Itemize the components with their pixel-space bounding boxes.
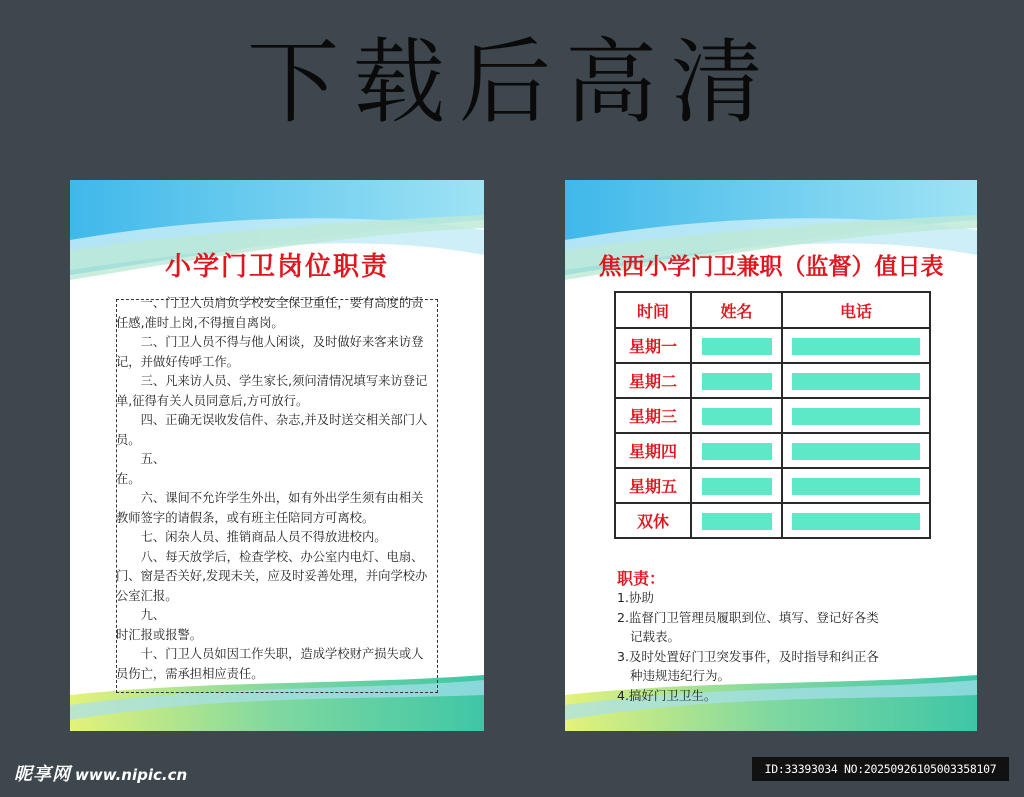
table-row	[615, 503, 930, 538]
name-cell	[691, 503, 782, 538]
rule-item: 三、凡来访人员、学生家长,须问清情况填写来访登记单,征得有关人员同意后,方可放行。	[116, 374, 428, 408]
redacted-phone	[792, 513, 920, 530]
download-hd-title: 下载后高清	[246, 29, 777, 136]
list-item: 种违规违纪行为。	[630, 668, 731, 683]
responsibilities-heading: 职责：	[617, 569, 666, 588]
redacted-name	[702, 513, 772, 530]
day-cell: 星期一	[615, 328, 691, 363]
rule-item: 六、课间不允许学生外出，如有外出学生须有由相关教师签字的请假条，或有班主任陪同方可离校。	[116, 491, 424, 525]
redacted-name	[702, 408, 772, 425]
duty-roster-right	[565, 180, 977, 731]
rule-item: 十、门卫人员如因工作失职，造成学校财产损失或人员伤亡，需承担相应责任。	[116, 647, 424, 681]
poster-title: 小学门卫岗位职责	[164, 252, 389, 282]
list-item: 3.及时处置好门卫突发事件，及时指导和纠正各	[617, 648, 879, 664]
phone-cell	[782, 328, 930, 363]
name-cell	[691, 433, 782, 468]
image-id-bar: ID:33393034 NO:20250926105003358107	[752, 757, 1009, 781]
rule-item: 八、每天放学后，检查学校、办公室内电灯、电扇、门、窗是否关好,发现未关，应及时妥善处理，并向学校办公室汇报。	[116, 549, 428, 603]
name-cell	[691, 468, 782, 503]
col-header-phone: 电话	[782, 292, 930, 328]
logo-url: www.nipic.cn	[75, 766, 188, 784]
rule-item: 九、	[140, 608, 166, 622]
day-cell: 星期三	[615, 398, 691, 433]
rule-item: 二、门卫人员不得与他人闲谈，及时做好来客来访登记，并做好传呼工作。	[116, 335, 424, 369]
rules-list	[116, 294, 434, 684]
redacted-name	[702, 478, 772, 495]
phone-cell	[782, 468, 930, 503]
day-cell: 星期四	[615, 433, 691, 468]
phone-cell	[782, 363, 930, 398]
name-cell	[691, 363, 782, 398]
col-header-name: 姓名	[691, 292, 782, 328]
rule-item: 四、正确无误收发信件、杂志,并及时送交相关部门人员。	[116, 413, 428, 447]
redacted-phone	[792, 443, 920, 460]
table-row	[615, 328, 930, 363]
rule-item: 一、门卫人员肩负学校安全保卫重任，要有高度的责任感,准时上岗,不得擅自离岗。	[116, 296, 424, 330]
day-cell: 双休	[615, 503, 691, 538]
col-header-time: 时间	[615, 292, 691, 328]
table-row	[615, 363, 930, 398]
roster-title: 焦西小学门卫兼职（监督）值日表	[598, 254, 944, 280]
redacted-name	[702, 338, 772, 355]
table-row	[615, 433, 930, 468]
name-cell	[691, 328, 782, 363]
phone-cell	[782, 433, 930, 468]
rule-item: 七、闲杂人员、推销商品人员不得放进校内。	[140, 530, 387, 544]
table-row	[615, 398, 930, 433]
day-cell: 星期五	[615, 468, 691, 503]
list-item: 记载表。	[630, 629, 681, 644]
list-item: 2.监督门卫管理员履职到位、填写、登记好各类	[617, 609, 879, 625]
table-header-row	[615, 292, 930, 328]
duty-poster-left	[70, 180, 484, 731]
responsibilities-list	[617, 588, 957, 705]
redacted-phone	[792, 338, 920, 355]
nipic-watermark-logo	[14, 760, 187, 786]
redacted-phone	[792, 408, 920, 425]
phone-cell	[782, 398, 930, 433]
day-cell: 星期二	[615, 363, 691, 398]
table-row	[615, 468, 930, 503]
list-item: 4.搞好门卫卫生。	[617, 687, 717, 703]
phone-cell	[782, 503, 930, 538]
redacted-name	[702, 443, 772, 460]
redacted-phone	[792, 373, 920, 390]
redacted-phone	[792, 478, 920, 495]
logo-text: 昵享网	[14, 764, 71, 785]
rule-item: 五、	[140, 452, 166, 466]
name-cell	[691, 398, 782, 433]
rule-item: 时汇报或报警。	[116, 627, 203, 642]
redacted-name	[702, 373, 772, 390]
list-item: 1.协助	[617, 590, 654, 605]
rule-item: 在。	[116, 471, 141, 486]
duty-table	[614, 291, 931, 539]
